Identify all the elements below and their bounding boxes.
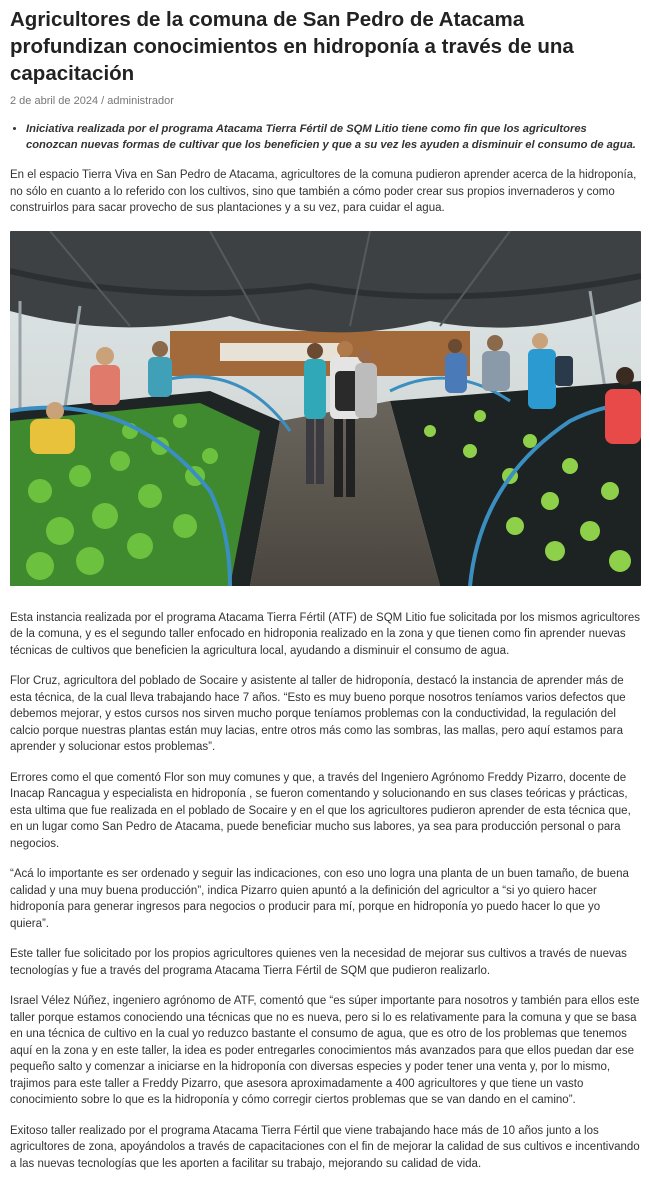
meta-separator: / bbox=[101, 95, 105, 107]
body-paragraph-4: “Acá lo importante es ser ordenado y seguir las indicaciones, con eso uno logra una planta de un buen tamaño, de buena calidad y una muy buena producción”, indica Pizarro quien apuntó a la definición del agricultor a “si yo quiero hacer hidroponía para generar ingresos para negocios o producir para mí, porque en hidroponía yo puedo hacer lo que yo quiera”. bbox=[10, 868, 629, 930]
body-paragraph-6: Israel Vélez Núñez, ingeniero agrónomo de ATF, comentó que “es súper importante para nosotros y también para ellos este taller porque estamos conociendo una técnicas que no es nueva, pero si lo es relativamente para la comuna y que se basa en una técnica de cultivo en la cual yo reduzco bastante el consumo de agua, que es otro de los problemas que tenemos aquí en la zona y en este taller, la idea es poder entregarles conocimientos más avanzados para que ellos puedan dar ese pequeño salto y comenzar a iniciarse en la hidroponía con diversas especies y poder tener una venta y, por lo mismo, trajimos para este taller a Freddy Pizarro, que asesora aproximadamente a 400 agricultores y que tiene un vasto conocimiento sobre lo que es la hidroponía y cómo corregir ciertos problemas que se van dando en el camino”. bbox=[10, 995, 640, 1106]
photo-icon bbox=[10, 231, 641, 586]
article-title: Agricultores de la comuna de San Pedro de Atacama profundizan conocimientos en hidroponía a través de una capacitación bbox=[10, 8, 574, 85]
body-paragraph-2: Flor Cruz, agricultora del poblado de Socaire y asistente al taller de hidroponía, destacó la instancia de aprender más de esta técnica, de la cual lleva trabajando hace 7 años. “Esto es muy bueno porque nosotros teníamos varios defectos que debemos mejorar, y estos cursos nos sirven mucho porque teníamos problemas con la conductividad, la regulación del calcio porque nuestras plantas están muy lacias, entre otros más como las sombras, las mallas, pero aquí estamos para aprender y solucionar estos problemas”. bbox=[10, 675, 626, 753]
intro-paragraph: En el espacio Tierra Viva en San Pedro de Atacama, agricultores de la comuna pudieron aprender acerca de la hidroponía, no sólo en cuanto a lo referido con los cultivos, sino que también a cómo poder crear sus propios invernaderos y como construirlos para sacar provecho de sus plantaciones y a su vez, para cuidar el agua. bbox=[10, 169, 637, 214]
highlights-list bbox=[10, 121, 640, 153]
highlight-item: • Iniciativa realizada por el programa Atacama Tierra Fértil de SQM Litio tiene como fin que los agricultores conozcan nuevas formas de cultivar que los beneficien y que a su vez les ayuden a disminuir el consumo de agua. bbox=[26, 121, 640, 153]
body-paragraph-5: Este taller fue solicitado por los propios agricultores quienes ven la necesidad de mejorar sus cultivos a través de nuevas tecnologías y fue a través del programa Atacama Tierra Fértil de SQM que pudieron realizarlo. bbox=[10, 948, 627, 977]
article-author-link[interactable]: administrador bbox=[107, 95, 174, 107]
greenhouse-photo bbox=[10, 231, 641, 586]
article-meta bbox=[10, 95, 640, 107]
article-date-link[interactable]: 2 de abril de 2024 bbox=[10, 95, 99, 107]
body-paragraph-3: Errores como el que comentó Flor son muy comunes y que, a través del Ingeniero Agrónomo Freddy Pizarro, docente de Inacap Rancagua y especialista en hidroponía , se fueron comentando y solucionando en sus clases teóricas y prácticas, esta ultima que fue realizada en el poblado de Socaire y en el que los agricultores pudieron aprender de esta técnica que, en un lugar como San Pedro de Atacama, puede beneficiar mucho sus labores, ya sea para producción personal o para negocios. bbox=[10, 771, 631, 850]
body-paragraph-7: Exitoso taller realizado por el programa Atacama Tierra Fértil que viene trabajando hace más de 10 años junto a los agricultores de zona, apoyándolos a través de capacitaciones con el fin de mejorar la calidad de sus cultivos e incentivando a las nuevas tecnologías que les aporten a facilitar su trabajo, mejorando su calidad de vida. bbox=[10, 1124, 640, 1170]
body-paragraph-1: Esta instancia realizada por el programa Atacama Tierra Fértil (ATF) de SQM Litio fue solicitada por los mismos agricultores de la comuna, y es el segundo taller enfocado en hidroponia realizado en la zona y que tienen como fin aprender nuevas técnicas de cultivos que beneficien la agricultura local, ayudando a disminuir el consumo de agua. bbox=[10, 611, 640, 657]
